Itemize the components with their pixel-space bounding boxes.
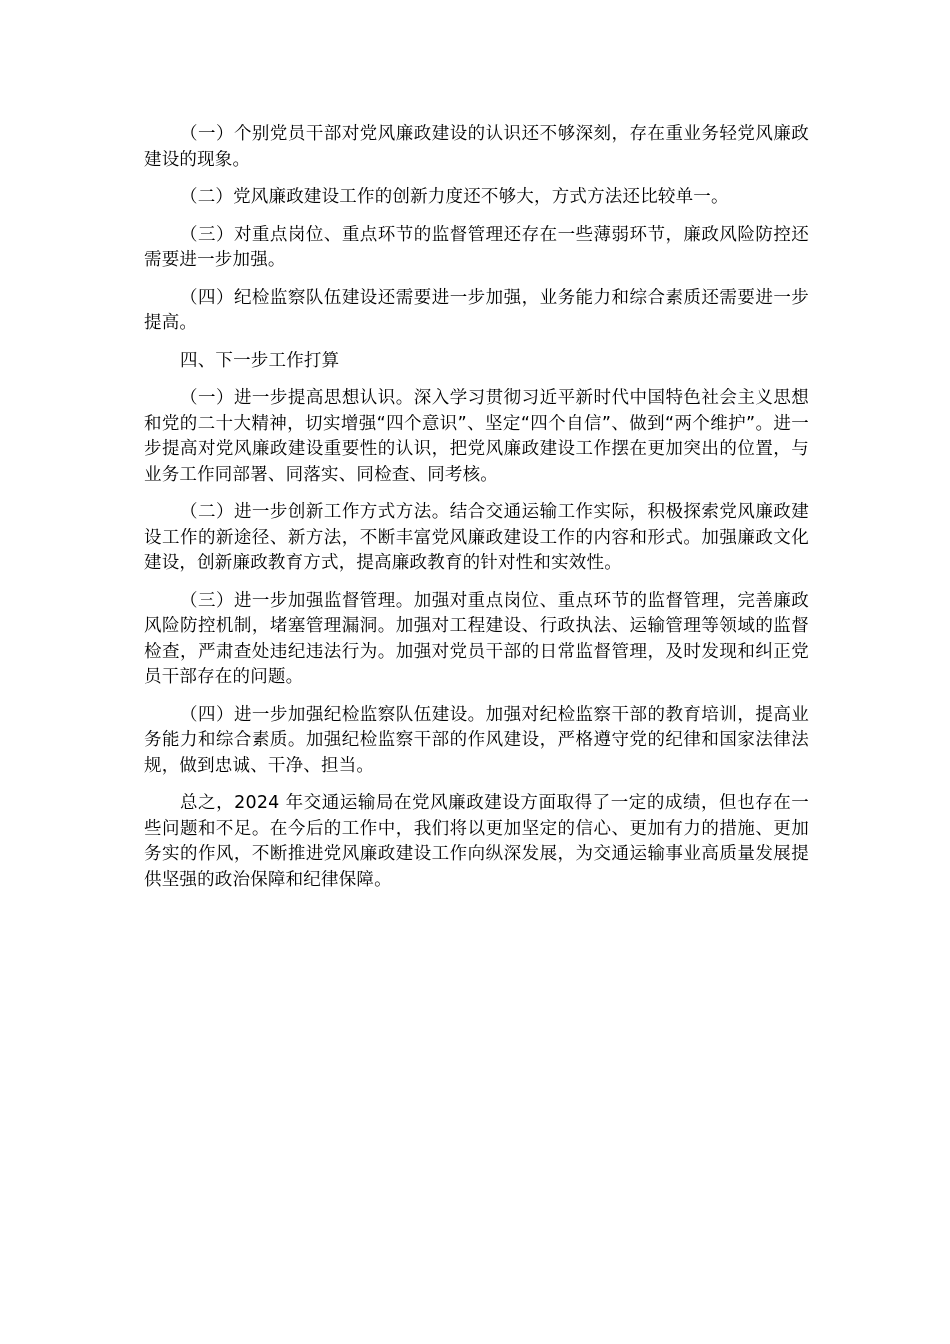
paragraph-issue-4: （四）纪检监察队伍建设还需要进一步加强，业务能力和综合素质还需要进一步提高。 [144,287,809,333]
paragraph-issue-3: （三）对重点岗位、重点环节的监督管理还存在一些薄弱环节，廉政风险防控还需要进一步加强。 [144,224,809,270]
paragraph-plan-3: （三）进一步加强监督管理。加强对重点岗位、重点环节的监督管理，完善廉政风险防控机制，堵塞管理漏洞。加强对工程建设、行政执法、运输管理等领域的监督检查，严肃查处违纪违法行为。加强对党员干部的日常监督管理，及时发现和纠正党员干部存在的问题。 [144,590,809,687]
section-heading-next-steps: 四、下一步工作打算 [180,350,340,371]
paragraph-plan-1: （一）进一步提高思想认识。深入学习贯彻习近平新时代中国特色社会主义思想和党的二十大精神，切实增强“四个意识”、坚定“四个自信”、做到“两个维护”。进一步提高对党风廉政建设重要性的认识，把党风廉政建设工作摆在更加突出的位置，与业务工作同部署、同落实、同检查、同考核。 [144,388,809,485]
paragraph-plan-2: （二）进一步创新工作方式方法。结合交通运输工作实际，积极探索党风廉政建设工作的新途径、新方法，不断丰富党风廉政建设工作的内容和形式。加强廉政文化建设，创新廉政教育方式，提高廉政教育的针对性和实效性。 [144,502,809,573]
paragraph-issue-1: （一）个别党员干部对党风廉政建设的认识还不够深刻，存在重业务轻党风廉政建设的现象。 [144,124,809,170]
paragraph-issue-2: （二）党风廉政建设工作的创新力度还不够大，方式方法还比较单一。 [180,187,729,207]
document-body [144,122,809,905]
paragraph-plan-4: （四）进一步加强纪检监察队伍建设。加强对纪检监察干部的教育培训，提高业务能力和综合素质。加强纪检监察干部的作风建设，严格遵守党的纪律和国家法律法规，做到忠诚、干净、担当。 [144,704,809,776]
paragraph-conclusion: 总之，2024 年交通运输局在党风廉政建设方面取得了一定的成绩，但也存在一些问题和不足。在今后的工作中，我们将以更加坚定的信心、更加有力的措施、更加务实的作风，不断推进党风廉政建设工作向纵深发展，为交通运输事业高质量发展提供坚强的政治保障和纪律保障。 [144,793,809,890]
